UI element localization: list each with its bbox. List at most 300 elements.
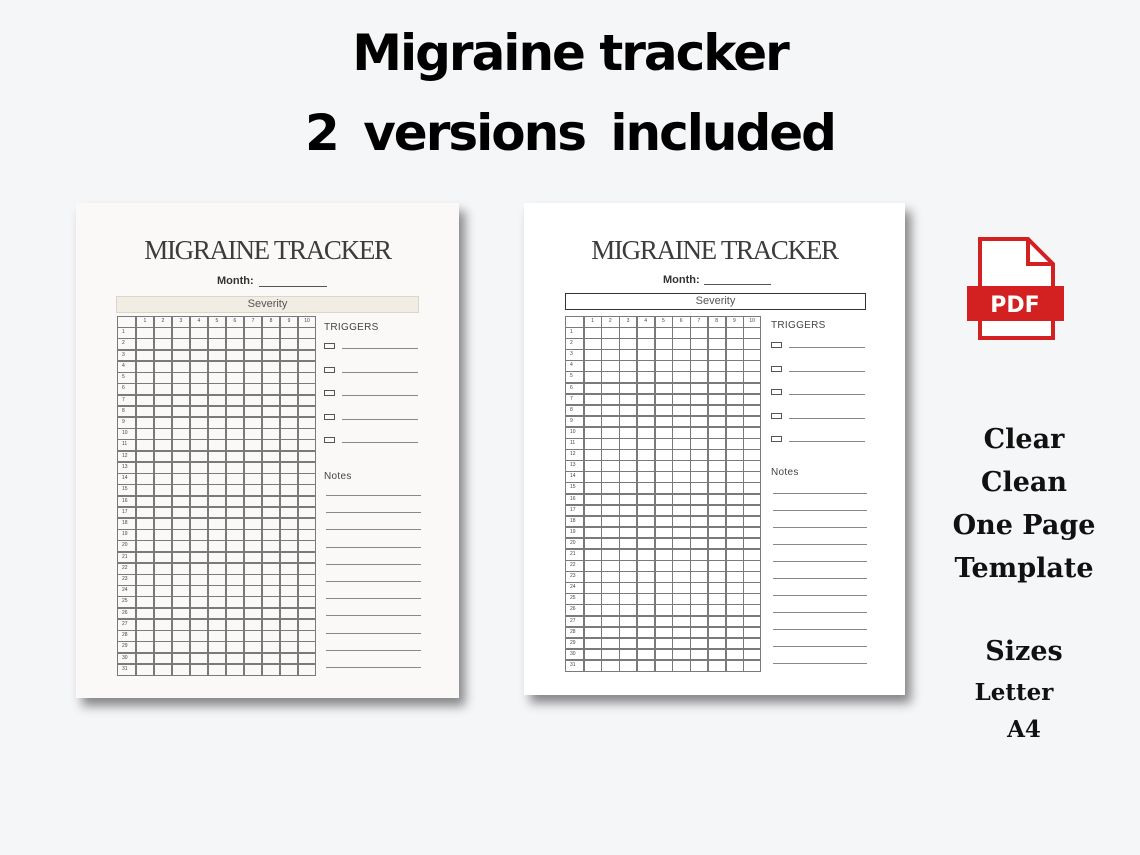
grid-cell — [655, 416, 673, 428]
grid-cell — [172, 529, 191, 541]
grid-cell — [584, 438, 602, 450]
grid-cell — [226, 372, 245, 384]
grid-cell — [226, 507, 245, 519]
grid-cell — [298, 596, 317, 608]
grid-cell — [172, 395, 191, 407]
grid-cell — [208, 327, 227, 339]
grid-cell — [208, 372, 227, 384]
grid-cell — [136, 439, 155, 451]
grid-cell — [637, 338, 655, 350]
grid-cell — [262, 372, 281, 384]
notes-heading: Notes — [324, 471, 352, 482]
grid-cell — [690, 494, 708, 506]
grid-cell — [619, 560, 637, 572]
grid-cell — [154, 507, 173, 519]
trigger-line — [789, 347, 865, 348]
grid-cell — [208, 653, 227, 665]
grid-cell — [280, 630, 299, 642]
grid-cell — [172, 596, 191, 608]
grid-cell — [226, 518, 245, 530]
grid-cell — [262, 383, 281, 395]
grid-cell — [565, 316, 584, 328]
grid-cell — [708, 516, 726, 528]
grid-cell — [136, 473, 155, 485]
grid-cell — [172, 428, 191, 440]
grid-cell — [584, 394, 602, 406]
grid-cell — [584, 327, 602, 339]
grid-cell — [262, 630, 281, 642]
grid-cell — [244, 630, 263, 642]
grid-cell — [565, 405, 584, 417]
grid-cell — [136, 529, 155, 541]
grid-cell — [637, 394, 655, 406]
grid-cell — [226, 563, 245, 575]
grid-cell — [672, 494, 690, 506]
grid-cell — [190, 496, 209, 508]
grid-cell — [690, 560, 708, 572]
grid-cell — [262, 395, 281, 407]
grid-cell — [154, 462, 173, 474]
grid-cell — [298, 428, 317, 440]
day-row-label: 14 — [122, 475, 128, 482]
grid-cell — [280, 507, 299, 519]
day-row-label: 25 — [122, 598, 128, 605]
severity-grid — [565, 316, 761, 671]
grid-cell — [262, 496, 281, 508]
grid-cell — [172, 641, 191, 653]
trigger-checkbox[interactable] — [324, 343, 335, 349]
grid-cell — [565, 349, 584, 361]
grid-cell — [690, 405, 708, 417]
grid-cell — [637, 649, 655, 661]
grid-cell — [743, 482, 761, 494]
sizes-title: Sizes — [985, 636, 1063, 667]
grid-cell — [672, 349, 690, 361]
grid-cell — [280, 664, 299, 676]
trigger-line — [342, 372, 418, 373]
grid-cell — [743, 471, 761, 483]
grid-cell — [298, 653, 317, 665]
grid-cell — [619, 649, 637, 661]
grid-cell — [584, 460, 602, 472]
grid-cell — [244, 327, 263, 339]
grid-cell — [262, 540, 281, 552]
grid-cell — [154, 563, 173, 575]
grid-cell — [690, 627, 708, 639]
grid-cell — [298, 496, 317, 508]
grid-cell — [190, 574, 209, 586]
grid-cell — [154, 630, 173, 642]
grid-cell — [637, 505, 655, 517]
grid-cell — [726, 394, 744, 406]
grid-cell — [655, 338, 673, 350]
notes-line — [773, 561, 867, 562]
grid-cell — [262, 361, 281, 373]
grid-cell — [619, 482, 637, 494]
grid-cell — [262, 596, 281, 608]
grid-cell — [244, 619, 263, 631]
grid-cell — [136, 574, 155, 586]
grid-cell — [226, 653, 245, 665]
grid-cell — [172, 552, 191, 564]
day-row-label: 22 — [122, 564, 128, 571]
grid-cell — [708, 438, 726, 450]
grid-cell — [190, 451, 209, 463]
grid-cell — [743, 416, 761, 428]
severity-column-label: 1 — [591, 318, 594, 324]
grid-cell — [655, 383, 673, 395]
grid-cell — [226, 428, 245, 440]
grid-cell — [280, 574, 299, 586]
grid-cell — [280, 585, 299, 597]
grid-cell — [262, 451, 281, 463]
grid-cell — [208, 406, 227, 418]
grid-cell — [726, 582, 744, 594]
grid-cell — [743, 438, 761, 450]
grid-cell — [208, 518, 227, 530]
trigger-checkbox[interactable] — [771, 342, 782, 348]
grid-cell — [208, 596, 227, 608]
grid-cell — [655, 494, 673, 506]
day-row-label: 26 — [570, 606, 576, 613]
grid-cell — [708, 360, 726, 372]
grid-cell — [208, 664, 227, 676]
day-row-label: 29 — [122, 643, 128, 650]
grid-cell — [298, 327, 317, 339]
grid-cell — [190, 395, 209, 407]
grid-cell — [601, 494, 619, 506]
day-row-label: 28 — [122, 632, 128, 639]
grid-cell — [244, 563, 263, 575]
day-row-label: 13 — [122, 463, 128, 470]
grid-cell — [565, 360, 584, 372]
grid-cell — [280, 540, 299, 552]
grid-cell — [726, 516, 744, 528]
grid-cell — [655, 593, 673, 605]
grid-cell — [208, 451, 227, 463]
grid-cell — [280, 395, 299, 407]
day-row-label: 19 — [570, 528, 576, 535]
severity-column-label: 10 — [304, 318, 310, 324]
grid-cell — [280, 417, 299, 429]
trigger-checkbox[interactable] — [771, 436, 782, 442]
grid-cell — [584, 427, 602, 439]
grid-cell — [244, 395, 263, 407]
severity-grid — [117, 316, 316, 675]
grid-cell — [726, 638, 744, 650]
grid-cell — [619, 471, 637, 483]
grid-cell — [172, 540, 191, 552]
month-line — [259, 286, 327, 287]
grid-cell — [190, 417, 209, 429]
grid-cell — [136, 596, 155, 608]
pdf-file-icon — [966, 236, 1064, 342]
grid-cell — [280, 529, 299, 541]
grid-cell — [244, 585, 263, 597]
grid-cell — [619, 638, 637, 650]
tracker-sheet-white — [524, 203, 905, 695]
grid-cell — [280, 619, 299, 631]
grid-cell — [136, 540, 155, 552]
grid-cell — [226, 383, 245, 395]
grid-cell — [619, 505, 637, 517]
sheet-title: MIGRAINE TRACKER — [144, 235, 391, 265]
grid-cell — [743, 638, 761, 650]
grid-cell — [280, 462, 299, 474]
grid-cell — [743, 405, 761, 417]
grid-cell — [708, 449, 726, 461]
grid-cell — [298, 664, 317, 676]
grid-cell — [172, 619, 191, 631]
grid-cell — [743, 627, 761, 639]
grid-cell — [154, 608, 173, 620]
grid-cell — [190, 596, 209, 608]
grid-cell — [208, 428, 227, 440]
grid-cell — [280, 496, 299, 508]
grid-cell — [726, 460, 744, 472]
grid-cell — [208, 417, 227, 429]
severity-column-label: 8 — [715, 318, 719, 324]
grid-cell — [154, 327, 173, 339]
trigger-checkbox[interactable] — [324, 414, 335, 420]
grid-cell — [601, 593, 619, 605]
day-row-label: 28 — [570, 628, 576, 635]
grid-cell — [280, 552, 299, 564]
grid-cell — [226, 496, 245, 508]
trigger-checkbox[interactable] — [771, 366, 782, 372]
grid-cell — [601, 394, 619, 406]
trigger-checkbox[interactable] — [771, 389, 782, 395]
grid-cell — [637, 593, 655, 605]
grid-cell — [136, 653, 155, 665]
grid-cell — [226, 540, 245, 552]
grid-cell — [726, 327, 744, 339]
grid-cell — [298, 350, 317, 362]
grid-cell — [244, 406, 263, 418]
grid-cell — [226, 484, 245, 496]
grid-cell — [298, 630, 317, 642]
grid-cell — [280, 641, 299, 653]
grid-cell — [190, 372, 209, 384]
notes-line — [773, 629, 867, 630]
grid-cell — [690, 582, 708, 594]
grid-cell — [743, 538, 761, 550]
grid-cell — [726, 527, 744, 539]
grid-cell — [117, 383, 136, 395]
grid-cell — [726, 560, 744, 572]
grid-cell — [565, 327, 584, 339]
grid-cell — [690, 449, 708, 461]
grid-cell — [172, 406, 191, 418]
day-row-label: 11 — [570, 440, 576, 447]
grid-cell — [655, 538, 673, 550]
day-row-label: 12 — [122, 452, 128, 459]
grid-cell — [136, 484, 155, 496]
grid-cell — [208, 439, 227, 451]
day-row-label: 1 — [122, 329, 125, 336]
grid-cell — [280, 451, 299, 463]
grid-cell — [136, 451, 155, 463]
grid-cell — [637, 538, 655, 550]
grid-cell — [172, 653, 191, 665]
grid-cell — [690, 505, 708, 517]
grid-cell — [619, 604, 637, 616]
severity-column-label: 6 — [679, 318, 683, 324]
grid-cell — [584, 549, 602, 561]
grid-cell — [601, 660, 619, 672]
grid-cell — [262, 462, 281, 474]
grid-cell — [743, 516, 761, 528]
grid-cell — [743, 649, 761, 661]
month-line — [704, 284, 771, 285]
grid-cell — [655, 649, 673, 661]
grid-cell — [244, 552, 263, 564]
grid-cell — [708, 616, 726, 628]
grid-cell — [117, 350, 136, 362]
day-row-label: 1 — [570, 329, 573, 336]
grid-cell — [672, 471, 690, 483]
grid-cell — [298, 585, 317, 597]
grid-cell — [619, 460, 637, 472]
grid-cell — [190, 462, 209, 474]
grid-cell — [226, 406, 245, 418]
grid-cell — [619, 571, 637, 583]
grid-cell — [298, 338, 317, 350]
trigger-line — [789, 441, 865, 442]
grid-cell — [601, 460, 619, 472]
grid-cell — [190, 630, 209, 642]
day-row-label: 30 — [122, 654, 128, 661]
day-row-label: 6 — [570, 384, 573, 391]
grid-cell — [208, 529, 227, 541]
grid-cell — [619, 371, 637, 383]
grid-cell — [637, 371, 655, 383]
grid-cell — [298, 574, 317, 586]
grid-cell — [690, 416, 708, 428]
grid-cell — [672, 516, 690, 528]
grid-cell — [280, 327, 299, 339]
grid-cell — [208, 619, 227, 631]
grid-cell — [743, 349, 761, 361]
grid-cell — [136, 350, 155, 362]
grid-cell — [655, 616, 673, 628]
grid-cell — [743, 327, 761, 339]
grid-cell — [172, 585, 191, 597]
grid-cell — [208, 484, 227, 496]
grid-cell — [262, 563, 281, 575]
grid-cell — [601, 371, 619, 383]
trigger-checkbox[interactable] — [324, 367, 335, 373]
grid-cell — [655, 349, 673, 361]
trigger-line — [789, 418, 865, 419]
day-row-label: 25 — [570, 595, 576, 602]
grid-cell — [637, 327, 655, 339]
grid-cell — [672, 427, 690, 439]
grid-cell — [136, 327, 155, 339]
trigger-checkbox[interactable] — [771, 413, 782, 419]
grid-cell — [690, 338, 708, 350]
grid-cell — [190, 338, 209, 350]
grid-cell — [117, 417, 136, 429]
grid-cell — [743, 338, 761, 350]
grid-cell — [136, 563, 155, 575]
severity-column-label: 1 — [143, 318, 147, 324]
grid-cell — [708, 527, 726, 539]
grid-cell — [601, 449, 619, 461]
severity-column-label: 9 — [287, 318, 291, 324]
grid-cell — [154, 383, 173, 395]
grid-cell — [655, 582, 673, 594]
grid-cell — [190, 518, 209, 530]
grid-cell — [672, 660, 690, 672]
grid-cell — [280, 350, 299, 362]
grid-cell — [637, 516, 655, 528]
grid-cell — [655, 627, 673, 639]
grid-cell — [690, 471, 708, 483]
grid-cell — [637, 471, 655, 483]
grid-cell — [690, 460, 708, 472]
day-row-label: 20 — [570, 539, 576, 546]
grid-cell — [208, 496, 227, 508]
grid-cell — [743, 427, 761, 439]
grid-cell — [280, 653, 299, 665]
grid-cell — [208, 395, 227, 407]
grid-cell — [726, 604, 744, 616]
grid-cell — [619, 627, 637, 639]
grid-cell — [584, 494, 602, 506]
grid-cell — [262, 664, 281, 676]
grid-cell — [708, 571, 726, 583]
day-row-label: 21 — [570, 550, 576, 557]
grid-cell — [584, 660, 602, 672]
severity-header: Severity — [116, 296, 419, 313]
grid-cell — [280, 484, 299, 496]
grid-cell — [280, 608, 299, 620]
grid-cell — [172, 563, 191, 575]
grid-cell — [226, 585, 245, 597]
grid-cell — [619, 494, 637, 506]
trigger-checkbox[interactable] — [324, 437, 335, 443]
grid-cell — [136, 552, 155, 564]
grid-cell — [298, 507, 317, 519]
grid-cell — [708, 383, 726, 395]
grid-cell — [298, 619, 317, 631]
grid-cell — [172, 327, 191, 339]
grid-cell — [726, 593, 744, 605]
grid-cell — [601, 627, 619, 639]
grid-cell — [262, 619, 281, 631]
day-row-label: 3 — [122, 351, 125, 358]
grid-cell — [708, 649, 726, 661]
grid-cell — [743, 571, 761, 583]
day-row-label: 22 — [570, 562, 576, 569]
grid-cell — [172, 496, 191, 508]
grid-cell — [154, 619, 173, 631]
notes-line — [773, 612, 867, 613]
grid-cell — [601, 482, 619, 494]
grid-cell — [672, 627, 690, 639]
grid-cell — [655, 471, 673, 483]
trigger-checkbox[interactable] — [324, 390, 335, 396]
day-row-label: 12 — [570, 451, 576, 458]
day-row-label: 15 — [122, 486, 128, 493]
grid-cell — [672, 460, 690, 472]
notes-line — [326, 512, 421, 513]
grid-cell — [690, 516, 708, 528]
grid-cell — [280, 518, 299, 530]
grid-cell — [726, 438, 744, 450]
grid-cell — [136, 395, 155, 407]
